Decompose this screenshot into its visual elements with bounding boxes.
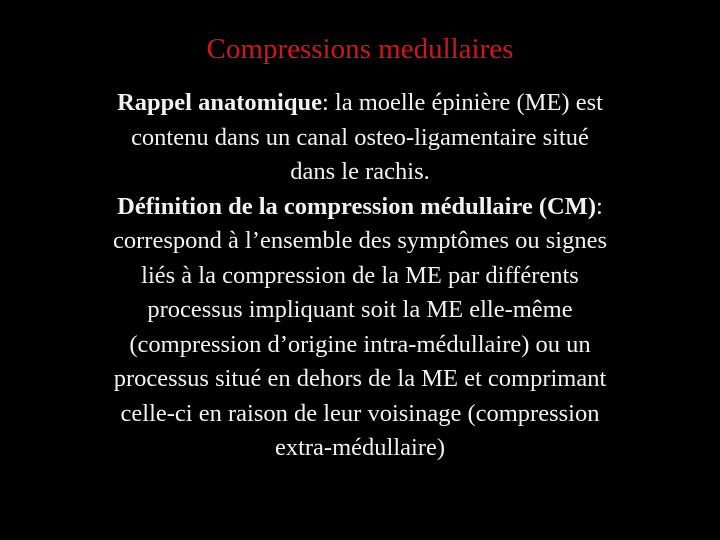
definition-line-1 bbox=[20, 190, 700, 225]
definition-line: correspond à l’ensemble des symptômes ou signes bbox=[113, 227, 607, 254]
slide-body bbox=[20, 86, 700, 466]
definition-line: extra-médullaire) bbox=[274, 434, 446, 461]
rappel-label: Rappel anatomique bbox=[117, 89, 322, 116]
definition-text-1: : bbox=[596, 192, 603, 220]
definition-line: liés à la compression de la ME par différents bbox=[141, 261, 579, 289]
definition-line: celle-ci en raison de leur voisinage (compression bbox=[120, 399, 600, 427]
definition-line: processus situé en dehors de la ME et comprimant bbox=[113, 365, 607, 392]
definition-label: Définition de la compression médullaire (CM) bbox=[117, 192, 597, 220]
rappel-line-3: dans le rachis. bbox=[290, 158, 430, 185]
rappel-line-2: contenu dans un canal osteo-ligamentaire situé bbox=[131, 123, 589, 151]
definition-line: (compression d’origine intra-médullaire) ou un bbox=[129, 330, 591, 358]
definition-line: processus impliquant soit la ME elle-même bbox=[147, 296, 573, 323]
slide-title: Compressions medullaires bbox=[206, 33, 514, 65]
rappel-line-1 bbox=[20, 86, 700, 121]
rappel-text-1: : la moelle épinière (ME) est bbox=[321, 89, 603, 116]
